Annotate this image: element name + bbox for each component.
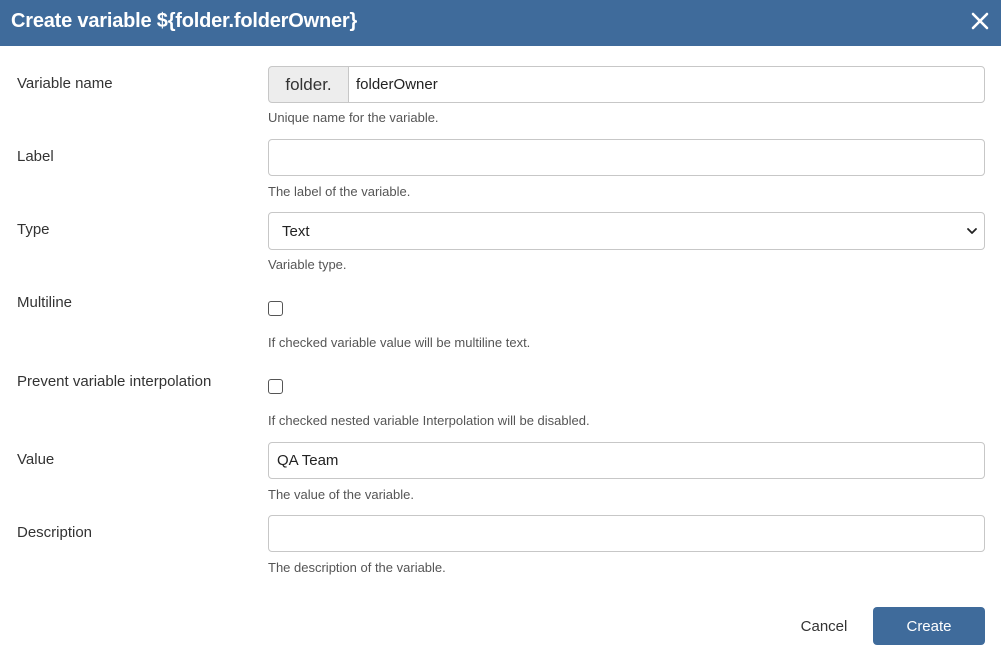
prevent-interpolation-help: If checked nested variable Interpolation will be disabled. [268, 413, 590, 428]
description-label: Description [17, 524, 93, 541]
dialog-title: Create variable ${folder.folderOwner} [11, 10, 358, 32]
multiline-help: If checked variable value will be multiline text. [268, 335, 531, 350]
value-input[interactable]: QA Team [268, 442, 985, 479]
type-label: Type [17, 221, 50, 238]
label-input[interactable] [268, 139, 985, 176]
dialog-header [0, 0, 1001, 46]
type-select[interactable] [268, 212, 985, 250]
close-button[interactable] [969, 8, 991, 34]
prevent-interpolation-checkbox[interactable] [268, 379, 283, 394]
type-selected-value: Text [282, 222, 310, 240]
label-label: Label [17, 148, 54, 165]
label-help: The label of the variable. [268, 184, 411, 199]
value-help: The value of the variable. [268, 487, 414, 502]
variable-name-label: Variable name [17, 75, 113, 92]
close-icon [971, 12, 989, 30]
cancel-button[interactable]: Cancel [800, 618, 848, 635]
chevron-down-icon [966, 225, 978, 237]
variable-name-prefix: folder. [268, 66, 349, 103]
description-help: The description of the variable. [268, 560, 446, 575]
variable-name-help: Unique name for the variable. [268, 110, 439, 125]
value-label: Value [17, 451, 55, 468]
create-button[interactable]: Create [873, 607, 985, 645]
multiline-label: Multiline [17, 294, 73, 311]
variable-name-input[interactable]: folderOwner [348, 66, 985, 103]
description-input[interactable] [268, 515, 985, 552]
type-help: Variable type. [268, 257, 347, 272]
prevent-interpolation-label: Prevent variable interpolation [17, 373, 212, 390]
multiline-checkbox[interactable] [268, 301, 283, 316]
